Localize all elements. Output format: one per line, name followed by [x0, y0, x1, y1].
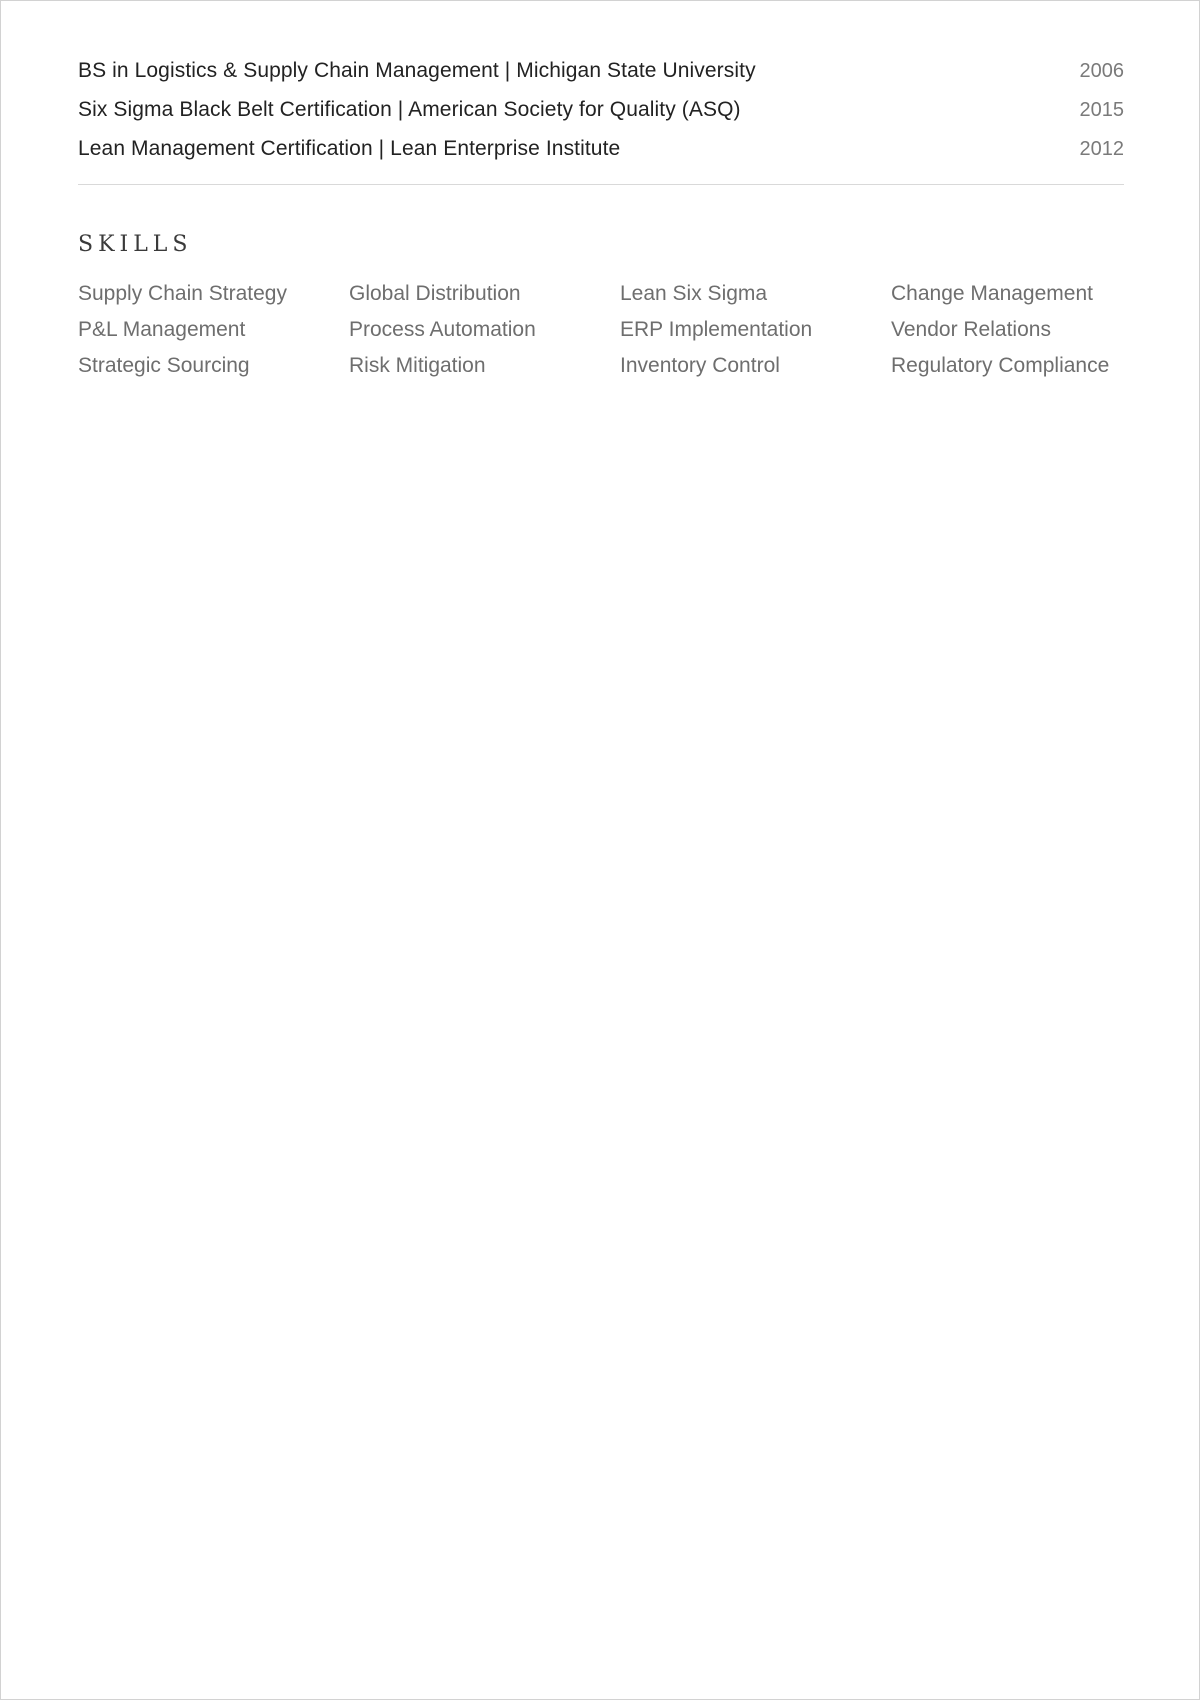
skill-item: Regulatory Compliance	[891, 354, 1110, 377]
education-title: BS in Logistics & Supply Chain Management | Michigan State University	[78, 59, 756, 82]
education-title: Lean Management Certification | Lean Enterprise Institute	[78, 137, 621, 160]
skill-item: Vendor Relations	[891, 318, 1051, 341]
education-entry	[78, 59, 1124, 98]
skill-item: ERP Implementation	[620, 318, 813, 341]
skills-grid	[78, 276, 1124, 384]
skill-item: Lean Six Sigma	[620, 282, 768, 305]
resume-content	[78, 59, 1124, 384]
skill-item: Process Automation	[349, 318, 536, 341]
section-divider	[78, 184, 1124, 185]
skill-item: P&L Management	[78, 318, 246, 341]
skill-item: Supply Chain Strategy	[78, 282, 287, 305]
skill-item: Strategic Sourcing	[78, 354, 250, 377]
skills-heading: SKILLS	[78, 232, 193, 257]
education-entry	[78, 137, 1124, 176]
skill-item: Change Management	[891, 282, 1093, 305]
skill-item: Inventory Control	[620, 354, 780, 377]
education-entry	[78, 98, 1124, 137]
education-year: 2006	[1079, 60, 1124, 82]
education-title: Six Sigma Black Belt Certification | American Society for Quality (ASQ)	[78, 98, 741, 121]
education-list	[78, 59, 1124, 176]
education-year: 2012	[1079, 138, 1124, 160]
skill-item: Risk Mitigation	[349, 354, 486, 377]
education-year: 2015	[1079, 99, 1124, 121]
skill-item: Global Distribution	[349, 282, 521, 305]
